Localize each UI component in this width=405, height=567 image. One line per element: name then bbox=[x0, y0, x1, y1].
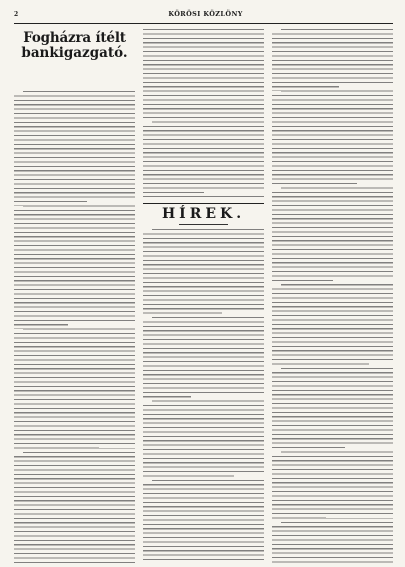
column-3 bbox=[272, 29, 393, 567]
section-rule bbox=[143, 203, 264, 204]
news-section-heading: HÍREK. bbox=[161, 206, 246, 222]
page-number: 2 bbox=[14, 10, 19, 18]
heading-rule bbox=[179, 224, 227, 225]
newspaper-name: KÖRÖSI KÖZLÖNY bbox=[168, 10, 243, 18]
column-2 bbox=[143, 29, 264, 567]
column-1 bbox=[14, 29, 135, 567]
text-columns bbox=[14, 29, 393, 567]
news-items-continued bbox=[272, 29, 393, 563]
article-title-line-2: bankigazgató. bbox=[21, 45, 128, 61]
article-title: Fogházra ítélt bbox=[23, 30, 126, 46]
running-head bbox=[14, 8, 393, 24]
article-body-continued bbox=[143, 29, 264, 197]
